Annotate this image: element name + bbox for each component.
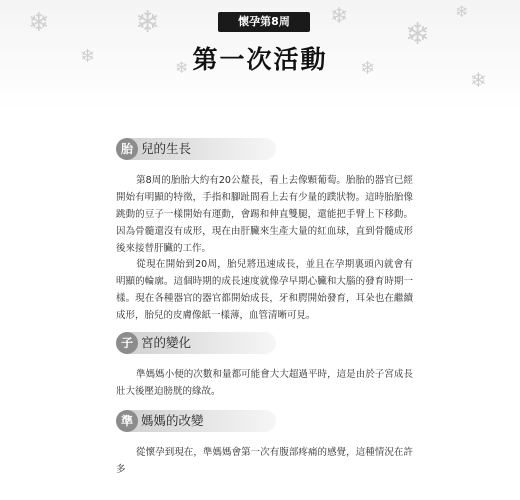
section-title: 宮的變化 [141, 335, 192, 350]
snowflake-icon: ❄ [135, 5, 161, 40]
section-title: 兒的生長 [141, 141, 192, 156]
snowflake-icon: ❄ [455, 2, 469, 21]
snowflake-icon: ❄ [330, 4, 349, 29]
snowflake-icon: ❄ [175, 58, 189, 77]
section-header-mother-changes [116, 410, 276, 432]
snowflake-icon: ❄ [80, 46, 96, 67]
section-badge: 胎 [116, 138, 138, 160]
snowflake-icon: ❄ [470, 68, 487, 92]
section-badge: 子 [116, 332, 138, 354]
paragraph: 從懷孕到現在，準媽媽會第一次有腹部疼痛的感覺，這種情況在許多 [116, 447, 413, 475]
page-title: 第一次活動 [192, 45, 328, 74]
week-label: 懷孕第8周 [218, 12, 310, 32]
section-badge: 準 [116, 410, 138, 432]
snowflake-icon: ❄ [405, 17, 431, 52]
paragraph: 準媽媽小便的次數和量都可能會大大超過平時，這是由於子宮成長壯大後壓迫膀胱的緣故。 [116, 369, 413, 397]
snowflake-icon: ❄ [360, 58, 376, 79]
section-header-uterus-changes [116, 332, 276, 354]
snowflake-icon: ❄ [28, 8, 50, 38]
paragraph: 從現在開始到20周，胎兒將迅速成長，並且在孕期裏頭內就會有明顯的輪廓。這個時期的成長速度就像孕早期心臟和大腦的發育時期一樣。現在各種器官的器官都開始成長，牙和腭開始發育，耳朵也在繼續成形，胎兒的皮膚像紙一樣薄，血管清晰可見。 [116, 259, 413, 321]
paragraph: 第8周的胎胎大約有20公釐長，看上去像顆葡萄。胎胎的器官已經開始有明顯的特徵，手指和腳趾間看上去有少量的蹼狀物。這時胎胎像跳動的豆子一樣開始有運動，會踢和伸直雙腿，還能把手臂上下移動。因為骨髓還沒有成形，現在由肝臟來生產大量的紅血球，直到骨髓成形後來接替肝臟的工作。 [116, 175, 413, 254]
section-title: 媽媽的改變 [141, 413, 204, 428]
section-header-fetal-growth [116, 138, 276, 160]
